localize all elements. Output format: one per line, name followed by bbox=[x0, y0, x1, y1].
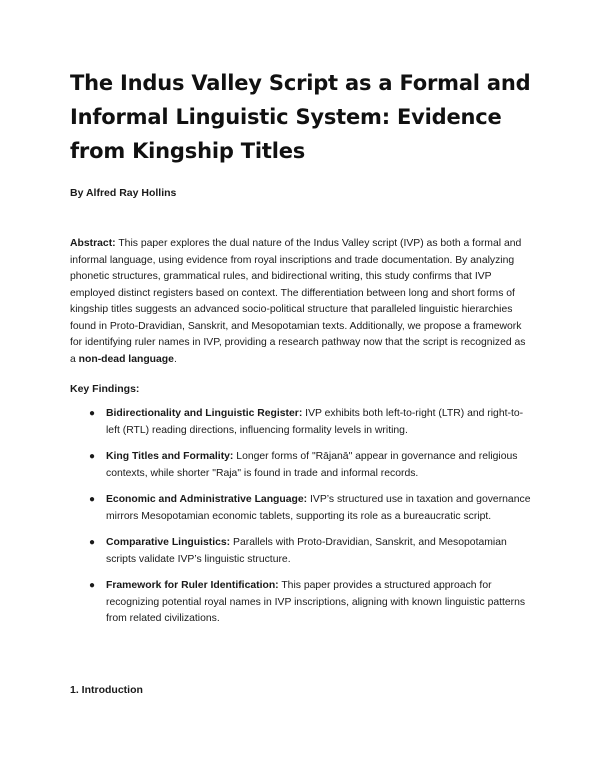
finding-term: Economic and Administrative Language: bbox=[106, 494, 308, 505]
bullet-icon: ● bbox=[89, 537, 96, 548]
abstract-emphasis: non-dead language bbox=[78, 353, 174, 365]
finding-text: IVP exhibits both left-to-right (LTR) and right-to-left (RTL) reading directions, influencing formality levels in writing. bbox=[106, 408, 524, 436]
finding-text: This paper provides a structured approach for recognizing potential royal names in IVP inscriptions, aligning with known linguistic patterns from related civilizations. bbox=[106, 580, 526, 624]
finding-term: Comparative Linguistics: bbox=[106, 537, 231, 548]
abstract-text: This paper explores the dual nature of the Indus Valley script (IVP) as both a formal and informal language, using evidence from royal inscriptions and trade documentation. By analyzing phonetic structures, grammatical rules, and bidirectional writing, this study confirms that IVP employed distinct registers based on context. The differentiation between long and short forms of kingship titles suggests an advanced socio-political structure that paralleled linguistic hierarchies found in Proto-Dravidian, Sanskrit, and Mesopotamian texts. Additionally, we propose a framework for identifying ruler names in IVP, providing a research pathway now that the script is recognized as a bbox=[70, 238, 526, 365]
author-line: By Alfred Ray Hollins bbox=[70, 187, 177, 199]
bullet-icon: ● bbox=[89, 408, 96, 419]
key-findings-heading: Key Findings: bbox=[70, 383, 140, 395]
bullet-icon: ● bbox=[89, 494, 96, 505]
finding-term: King Titles and Formality: bbox=[106, 451, 234, 462]
key-findings-list bbox=[70, 406, 532, 628]
bullet-icon: ● bbox=[89, 580, 96, 591]
finding-text: Parallels with Proto-Dravidian, Sanskrit, and Mesopotamian scripts validate IVP’s linguistic structure. bbox=[106, 537, 507, 565]
bullet-icon: ● bbox=[89, 451, 96, 462]
list-item bbox=[70, 535, 532, 568]
list-item bbox=[70, 578, 532, 628]
finding-term: Framework for Ruler Identification: bbox=[106, 580, 279, 591]
list-item bbox=[70, 449, 532, 482]
abstract-end: . bbox=[173, 353, 177, 365]
abstract-paragraph bbox=[70, 236, 532, 368]
finding-text: Longer forms of "Rājanā" appear in governance and religious contexts, while shorter "Raja" is found in trade and informal records. bbox=[106, 451, 518, 479]
introduction-heading: 1. Introduction bbox=[70, 684, 143, 696]
paper-page bbox=[70, 66, 532, 638]
paper-title: The Indus Valley Script as a Formal and Informal Linguistic System: Evidence from Kingship Titles bbox=[70, 71, 531, 163]
abstract-label: Abstract: bbox=[70, 238, 116, 249]
finding-term: Bidirectionality and Linguistic Register: bbox=[106, 408, 303, 419]
list-item bbox=[70, 406, 532, 439]
list-item bbox=[70, 492, 532, 525]
finding-text: IVP’s structured use in taxation and governance mirrors Mesopotamian economic tablets, supporting its role as a bureaucratic script. bbox=[106, 494, 531, 522]
